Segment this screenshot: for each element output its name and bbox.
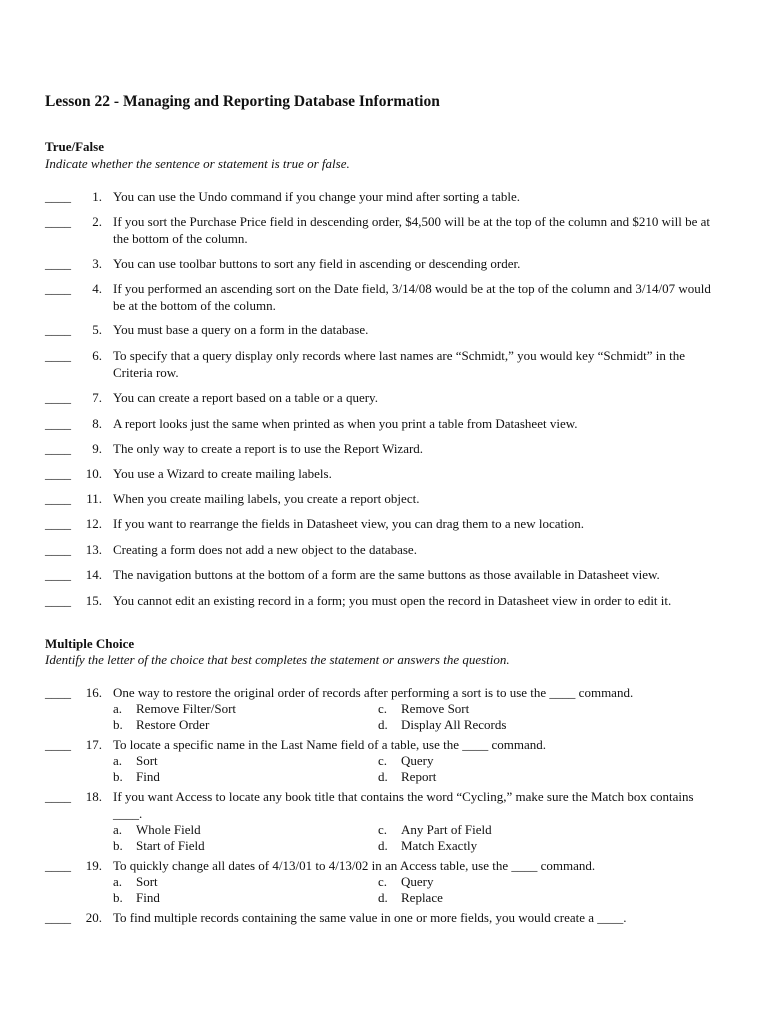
choice-letter: d.	[378, 890, 388, 905]
question-number: 19.	[85, 858, 102, 873]
question-text: To quickly change all dates of 4/13/01 to 4/13/02 in an Access table, use the ____ command.	[113, 858, 596, 873]
choice-letter: c.	[378, 874, 388, 889]
choice-text: Whole Field	[136, 822, 201, 837]
choice-text: Remove Sort	[401, 701, 470, 716]
choice-letter: b.	[113, 769, 123, 784]
answer-blank: ____	[45, 685, 71, 700]
section-instruction-true-false: Indicate whether the sentence or statement is true or false.	[45, 156, 350, 171]
answer-blank: ____	[45, 491, 71, 506]
choice-letter: a.	[113, 874, 123, 889]
choice-letter: a.	[113, 753, 123, 768]
choice-d	[378, 838, 477, 855]
choice-text: Query	[401, 874, 434, 889]
choice-text: Find	[136, 890, 160, 905]
question-text: If you sort the Purchase Price field in descending order, $4,500 will be at the top of the column and $210 will be at the bottom of the column.	[113, 214, 710, 246]
choice-d	[378, 890, 443, 907]
question-number: 9.	[92, 441, 102, 456]
answer-blank: ____	[45, 390, 71, 405]
choice-text: Query	[401, 753, 434, 768]
question-text: You can use toolbar buttons to sort any field in ascending or descending order.	[113, 256, 521, 271]
choice-a	[113, 874, 158, 891]
choice-b	[113, 717, 209, 734]
question-number: 15.	[85, 593, 102, 608]
section-heading-multiple-choice: Multiple Choice	[45, 636, 135, 651]
choice-text: Remove Filter/Sort	[136, 701, 237, 716]
answer-blank: ____	[45, 567, 71, 582]
answer-blank: ____	[45, 281, 71, 296]
answer-blank: ____	[45, 214, 71, 229]
answer-blank: ____	[45, 858, 71, 873]
question-number: 7.	[92, 390, 102, 405]
choice-text: Start of Field	[136, 838, 205, 853]
section-heading-true-false: True/False	[45, 139, 104, 154]
question-text: You use a Wizard to create mailing labels.	[113, 466, 332, 481]
choice-text: Sort	[136, 874, 158, 889]
question-number: 1.	[92, 189, 102, 204]
choice-b	[113, 838, 205, 855]
question-text: A report looks just the same when printed as when you print a table from Datasheet view.	[113, 416, 578, 431]
question-number: 14.	[85, 567, 102, 582]
choice-text: Replace	[401, 890, 443, 905]
choice-text: Display All Records	[401, 717, 507, 732]
answer-blank: ____	[45, 416, 71, 431]
question-text: When you create mailing labels, you create a report object.	[113, 491, 420, 506]
choice-text: Any Part of Field	[401, 822, 492, 837]
choice-letter: c.	[378, 701, 388, 716]
choice-a	[113, 822, 201, 839]
choice-letter: d.	[378, 717, 388, 732]
section-instruction-multiple-choice: Identify the letter of the choice that best completes the statement or answers the question.	[45, 652, 510, 667]
question-number: 16.	[85, 685, 102, 700]
question-number: 4.	[92, 281, 102, 296]
question-number: 11.	[86, 491, 102, 506]
question-text: To find multiple records containing the same value in one or more fields, you would create a ____.	[113, 910, 627, 925]
choice-letter: d.	[378, 838, 388, 853]
question-text: You must base a query on a form in the database.	[113, 322, 369, 337]
choice-letter: d.	[378, 769, 388, 784]
choice-text: Sort	[136, 753, 158, 768]
answer-blank: ____	[45, 516, 71, 531]
choice-letter: a.	[113, 822, 123, 837]
choice-c	[378, 822, 492, 839]
question-text: If you want to rearrange the fields in Datasheet view, you can drag them to a new location.	[113, 516, 584, 531]
answer-blank: ____	[45, 737, 71, 752]
question-text: Creating a form does not add a new object to the database.	[113, 542, 417, 557]
answer-blank: ____	[45, 593, 71, 608]
question-text: The navigation buttons at the bottom of a form are the same buttons as those available in Datasheet view.	[113, 567, 660, 582]
choice-letter: b.	[113, 717, 123, 732]
choice-letter: a.	[113, 701, 123, 716]
answer-blank: ____	[45, 322, 71, 337]
choice-letter: b.	[113, 890, 123, 905]
choice-text: Find	[136, 769, 160, 784]
question-text: If you performed an ascending sort on the Date field, 3/14/08 would be at the top of the column and 3/14/07 would be at the bottom of the column.	[113, 281, 711, 313]
question-number: 20.	[85, 910, 102, 925]
question-text: To locate a specific name in the Last Name field of a table, use the ____ command.	[113, 737, 546, 752]
question-text: One way to restore the original order of records after performing a sort is to use the ____ command.	[113, 685, 634, 700]
answer-blank: ____	[45, 466, 71, 481]
choice-c	[378, 874, 434, 891]
choice-letter: b.	[113, 838, 123, 853]
answer-blank: ____	[45, 910, 71, 925]
question-number: 8.	[92, 416, 102, 431]
question-number: 17.	[85, 737, 102, 752]
answer-blank: ____	[45, 256, 71, 271]
question-text: The only way to create a report is to use the Report Wizard.	[113, 441, 424, 456]
question-number: 2.	[92, 214, 102, 229]
question-number: 10.	[85, 466, 102, 481]
question-text: You cannot edit an existing record in a form; you must open the record in Datasheet view in order to edit it.	[113, 593, 672, 608]
choice-a	[113, 753, 158, 770]
choice-text: Report	[401, 769, 437, 784]
choice-d	[378, 769, 436, 786]
question-number: 12.	[85, 516, 102, 531]
choice-c	[378, 701, 469, 718]
question-text: To specify that a query display only records where last names are “Schmidt,” you would key “Schmidt” in the Criteria row.	[113, 348, 686, 380]
choice-letter: c.	[378, 822, 388, 837]
choice-letter: c.	[378, 753, 388, 768]
question-number: 3.	[92, 256, 102, 271]
question-number: 5.	[92, 322, 102, 337]
choice-b	[113, 769, 160, 786]
answer-blank: ____	[45, 348, 71, 363]
choice-text: Match Exactly	[401, 838, 478, 853]
question-number: 13.	[85, 542, 102, 557]
choice-d	[378, 717, 506, 734]
answer-blank: ____	[45, 441, 71, 456]
choice-a	[113, 701, 236, 718]
choice-text: Restore Order	[136, 717, 210, 732]
question-number: 6.	[92, 348, 102, 363]
question-text: You can create a report based on a table or a query.	[113, 390, 378, 405]
choice-b	[113, 890, 160, 907]
page-title: Lesson 22 - Managing and Reporting Database Information	[45, 93, 440, 110]
answer-blank: ____	[45, 189, 71, 204]
question-text: If you want Access to locate any book title that contains the word “Cycling,” make sure the Match box contains ____.	[113, 789, 694, 821]
question-text: You can use the Undo command if you change your mind after sorting a table.	[113, 189, 520, 204]
answer-blank: ____	[45, 542, 71, 557]
choice-c	[378, 753, 434, 770]
answer-blank: ____	[45, 789, 71, 804]
question-number: 18.	[85, 789, 102, 804]
